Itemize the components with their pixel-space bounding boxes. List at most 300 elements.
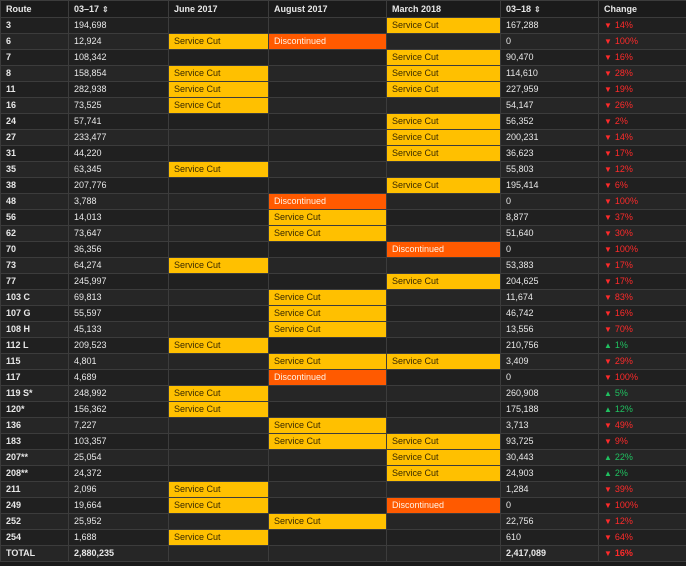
route-cell: 183 bbox=[1, 434, 69, 450]
ridership-03-17-cell: 2,096 bbox=[69, 482, 169, 498]
arrow-down-icon: ▼ bbox=[604, 325, 612, 334]
ridership-03-18-cell: 54,147 bbox=[501, 98, 599, 114]
change-value: 2% bbox=[614, 116, 628, 126]
ridership-03-18-cell: 55,803 bbox=[501, 162, 599, 178]
march-2018-cell: Service Cut bbox=[387, 130, 501, 146]
march-2018-cell bbox=[387, 386, 501, 402]
arrow-down-icon: ▼ bbox=[604, 101, 612, 110]
ridership-03-17-cell: 103,357 bbox=[69, 434, 169, 450]
change-value: 16% bbox=[614, 52, 633, 62]
table-row bbox=[1, 338, 686, 354]
sort-icon[interactable]: ⇕ bbox=[102, 4, 109, 14]
august-2017-cell: Service Cut bbox=[269, 418, 387, 434]
august-2017-cell: Service Cut bbox=[269, 226, 387, 242]
arrow-down-icon: ▼ bbox=[604, 293, 612, 302]
ridership-03-18-cell: 175,188 bbox=[501, 402, 599, 418]
table-row bbox=[1, 82, 686, 98]
route-cell: 48 bbox=[1, 194, 69, 210]
change-value: 16% bbox=[614, 308, 633, 318]
august-2017-cell: Discontinued bbox=[269, 370, 387, 386]
june-2017-cell bbox=[169, 466, 269, 482]
change-cell bbox=[599, 114, 686, 130]
august-2017-cell: Service Cut bbox=[269, 354, 387, 370]
change-cell bbox=[599, 530, 686, 546]
ridership-03-18-cell: 1,284 bbox=[501, 482, 599, 498]
august-2017-cell: Service Cut bbox=[269, 306, 387, 322]
change-value: 5% bbox=[614, 388, 628, 398]
march-2018-cell bbox=[387, 34, 501, 50]
route-cell: 8 bbox=[1, 66, 69, 82]
march-2018-cell bbox=[387, 322, 501, 338]
table-row bbox=[1, 146, 686, 162]
ridership-03-18-cell: 0 bbox=[501, 34, 599, 50]
ridership-03-18-cell: 22,756 bbox=[501, 514, 599, 530]
change-cell bbox=[599, 354, 686, 370]
ridership-03-17-cell: 282,938 bbox=[69, 82, 169, 98]
ridership-03-17-cell: 36,356 bbox=[69, 242, 169, 258]
ridership-03-17-cell: 73,647 bbox=[69, 226, 169, 242]
june-2017-cell: Service Cut bbox=[169, 34, 269, 50]
change-value: 12% bbox=[614, 164, 633, 174]
ridership-03-18-cell: 227,959 bbox=[501, 82, 599, 98]
ridership-03-18-cell: 195,414 bbox=[501, 178, 599, 194]
august-2017-cell bbox=[269, 130, 387, 146]
table-row bbox=[1, 242, 686, 258]
june-2017-cell bbox=[169, 210, 269, 226]
change-cell bbox=[599, 242, 686, 258]
table-row bbox=[1, 34, 686, 50]
arrow-down-icon: ▼ bbox=[604, 485, 612, 494]
june-2017-cell bbox=[169, 130, 269, 146]
table-row bbox=[1, 130, 686, 146]
change-value: 14% bbox=[614, 20, 633, 30]
august-2017-cell bbox=[269, 258, 387, 274]
august-2017-cell bbox=[269, 66, 387, 82]
change-cell bbox=[599, 338, 686, 354]
ridership-03-18-cell: 114,610 bbox=[501, 66, 599, 82]
change-cell bbox=[599, 274, 686, 290]
change-value: 70% bbox=[614, 324, 633, 334]
table-row bbox=[1, 258, 686, 274]
ridership-03-17-cell: 73,525 bbox=[69, 98, 169, 114]
table-row bbox=[1, 274, 686, 290]
june-2017-cell bbox=[169, 322, 269, 338]
total-03-18: 2,417,089 bbox=[501, 546, 599, 562]
change-value: 28% bbox=[614, 68, 633, 78]
table-row bbox=[1, 402, 686, 418]
arrow-down-icon: ▼ bbox=[604, 165, 612, 174]
change-value: 49% bbox=[614, 420, 633, 430]
change-value: 17% bbox=[614, 148, 633, 158]
ridership-03-18-cell: 8,877 bbox=[501, 210, 599, 226]
march-2018-cell bbox=[387, 370, 501, 386]
route-cell: 115 bbox=[1, 354, 69, 370]
march-2018-cell bbox=[387, 258, 501, 274]
arrow-down-icon: ▼ bbox=[604, 21, 612, 30]
march-2018-cell: Service Cut bbox=[387, 66, 501, 82]
change-value: 19% bbox=[614, 84, 633, 94]
august-2017-cell bbox=[269, 530, 387, 546]
ridership-03-17-cell: 207,776 bbox=[69, 178, 169, 194]
route-cell: 119 S* bbox=[1, 386, 69, 402]
route-cell: 252 bbox=[1, 514, 69, 530]
arrow-down-icon: ▼ bbox=[604, 229, 612, 238]
empty-cell bbox=[169, 546, 269, 562]
march-2018-cell bbox=[387, 210, 501, 226]
change-value: 100% bbox=[614, 196, 638, 206]
header-june-2017[interactable]: June 2017 bbox=[169, 1, 269, 18]
march-2018-cell bbox=[387, 338, 501, 354]
route-cell: 103 C bbox=[1, 290, 69, 306]
june-2017-cell: Service Cut bbox=[169, 66, 269, 82]
header-march-2018[interactable]: March 2018 bbox=[387, 1, 501, 18]
route-cell: 70 bbox=[1, 242, 69, 258]
route-cell: 62 bbox=[1, 226, 69, 242]
august-2017-cell bbox=[269, 402, 387, 418]
march-2018-cell: Discontinued bbox=[387, 498, 501, 514]
change-cell bbox=[599, 130, 686, 146]
arrow-down-icon: ▼ bbox=[604, 117, 612, 126]
august-2017-cell: Service Cut bbox=[269, 210, 387, 226]
change-value: 14% bbox=[614, 132, 633, 142]
arrow-down-icon: ▼ bbox=[604, 309, 612, 318]
change-cell bbox=[599, 322, 686, 338]
ridership-03-17-cell: 25,054 bbox=[69, 450, 169, 466]
empty-cell bbox=[269, 546, 387, 562]
ridership-03-17-cell: 248,992 bbox=[69, 386, 169, 402]
march-2018-cell bbox=[387, 162, 501, 178]
arrow-down-icon: ▼ bbox=[604, 421, 612, 430]
change-value: 17% bbox=[614, 276, 633, 286]
table-row bbox=[1, 450, 686, 466]
ridership-03-17-cell: 4,801 bbox=[69, 354, 169, 370]
june-2017-cell bbox=[169, 306, 269, 322]
arrow-down-icon: ▼ bbox=[604, 277, 612, 286]
august-2017-cell bbox=[269, 450, 387, 466]
august-2017-cell bbox=[269, 482, 387, 498]
march-2018-cell bbox=[387, 418, 501, 434]
route-cell: 24 bbox=[1, 114, 69, 130]
ridership-03-17-cell: 25,952 bbox=[69, 514, 169, 530]
arrow-down-icon: ▼ bbox=[604, 437, 612, 446]
arrow-down-icon: ▼ bbox=[604, 149, 612, 158]
change-value: 100% bbox=[614, 244, 638, 254]
change-cell bbox=[599, 514, 686, 530]
ridership-03-18-cell: 56,352 bbox=[501, 114, 599, 130]
june-2017-cell: Service Cut bbox=[169, 482, 269, 498]
june-2017-cell bbox=[169, 418, 269, 434]
june-2017-cell bbox=[169, 514, 269, 530]
change-cell bbox=[599, 466, 686, 482]
route-cell: 136 bbox=[1, 418, 69, 434]
change-cell bbox=[599, 402, 686, 418]
arrow-down-icon: ▼ bbox=[604, 549, 612, 558]
march-2018-cell bbox=[387, 482, 501, 498]
june-2017-cell bbox=[169, 226, 269, 242]
ridership-03-18-cell: 3,713 bbox=[501, 418, 599, 434]
change-cell bbox=[599, 194, 686, 210]
june-2017-cell bbox=[169, 18, 269, 34]
march-2018-cell bbox=[387, 226, 501, 242]
change-value: 83% bbox=[614, 292, 633, 302]
ridership-03-18-cell: 0 bbox=[501, 498, 599, 514]
march-2018-cell: Service Cut bbox=[387, 146, 501, 162]
route-cell: 11 bbox=[1, 82, 69, 98]
change-cell bbox=[599, 34, 686, 50]
ridership-03-17-cell: 69,813 bbox=[69, 290, 169, 306]
change-value: 37% bbox=[614, 212, 633, 222]
change-cell bbox=[599, 98, 686, 114]
arrow-down-icon: ▼ bbox=[604, 373, 612, 382]
august-2017-cell bbox=[269, 50, 387, 66]
august-2017-cell bbox=[269, 274, 387, 290]
ridership-03-18-cell: 90,470 bbox=[501, 50, 599, 66]
june-2017-cell: Service Cut bbox=[169, 386, 269, 402]
route-cell: 6 bbox=[1, 34, 69, 50]
june-2017-cell bbox=[169, 434, 269, 450]
change-cell bbox=[599, 386, 686, 402]
arrow-up-icon: ▲ bbox=[604, 405, 612, 414]
header-03-17[interactable]: 03–17 ⇕ bbox=[69, 1, 169, 18]
change-value: 26% bbox=[614, 100, 633, 110]
ridership-03-18-cell: 46,742 bbox=[501, 306, 599, 322]
ridership-03-17-cell: 24,372 bbox=[69, 466, 169, 482]
ridership-03-18-cell: 0 bbox=[501, 370, 599, 386]
change-cell bbox=[599, 546, 686, 562]
ridership-03-17-cell: 245,997 bbox=[69, 274, 169, 290]
change-value: 12% bbox=[614, 404, 633, 414]
ridership-03-17-cell: 14,013 bbox=[69, 210, 169, 226]
arrow-up-icon: ▲ bbox=[604, 469, 612, 478]
change-cell bbox=[599, 434, 686, 450]
march-2018-cell: Service Cut bbox=[387, 434, 501, 450]
route-cell: 35 bbox=[1, 162, 69, 178]
arrow-down-icon: ▼ bbox=[604, 261, 612, 270]
table-row bbox=[1, 370, 686, 386]
june-2017-cell bbox=[169, 354, 269, 370]
change-cell bbox=[599, 258, 686, 274]
route-cell: 77 bbox=[1, 274, 69, 290]
arrow-up-icon: ▲ bbox=[604, 453, 612, 462]
route-cell: 120* bbox=[1, 402, 69, 418]
arrow-down-icon: ▼ bbox=[604, 197, 612, 206]
june-2017-cell: Service Cut bbox=[169, 98, 269, 114]
route-cell: 211 bbox=[1, 482, 69, 498]
arrow-down-icon: ▼ bbox=[604, 533, 612, 542]
change-value: 12% bbox=[614, 516, 633, 526]
arrow-down-icon: ▼ bbox=[604, 501, 612, 510]
change-cell bbox=[599, 18, 686, 34]
ridership-03-17-cell: 7,227 bbox=[69, 418, 169, 434]
ridership-03-18-cell: 260,908 bbox=[501, 386, 599, 402]
route-cell: 112 L bbox=[1, 338, 69, 354]
route-cell: 207** bbox=[1, 450, 69, 466]
ridership-03-17-cell: 4,689 bbox=[69, 370, 169, 386]
june-2017-cell: Service Cut bbox=[169, 530, 269, 546]
august-2017-cell bbox=[269, 498, 387, 514]
ridership-03-17-cell: 57,741 bbox=[69, 114, 169, 130]
arrow-down-icon: ▼ bbox=[604, 37, 612, 46]
ridership-03-17-cell: 1,688 bbox=[69, 530, 169, 546]
header-route[interactable]: Route bbox=[1, 1, 69, 18]
march-2018-cell bbox=[387, 306, 501, 322]
august-2017-cell bbox=[269, 98, 387, 114]
ridership-03-17-cell: 156,362 bbox=[69, 402, 169, 418]
empty-cell bbox=[387, 546, 501, 562]
change-cell bbox=[599, 210, 686, 226]
route-cell: 38 bbox=[1, 178, 69, 194]
table-row bbox=[1, 434, 686, 450]
table-row bbox=[1, 322, 686, 338]
ridership-03-17-cell: 158,854 bbox=[69, 66, 169, 82]
change-cell bbox=[599, 146, 686, 162]
change-value: 64% bbox=[614, 532, 633, 542]
change-cell bbox=[599, 290, 686, 306]
change-value: 2% bbox=[614, 468, 628, 478]
august-2017-cell bbox=[269, 114, 387, 130]
table-row bbox=[1, 178, 686, 194]
change-cell bbox=[599, 178, 686, 194]
june-2017-cell bbox=[169, 274, 269, 290]
ridership-03-18-cell: 167,288 bbox=[501, 18, 599, 34]
august-2017-cell: Discontinued bbox=[269, 34, 387, 50]
change-value: 100% bbox=[614, 372, 638, 382]
route-cell: 208** bbox=[1, 466, 69, 482]
june-2017-cell: Service Cut bbox=[169, 338, 269, 354]
august-2017-cell bbox=[269, 386, 387, 402]
arrow-down-icon: ▼ bbox=[604, 85, 612, 94]
route-cell: 31 bbox=[1, 146, 69, 162]
total-row bbox=[1, 546, 686, 562]
table-header-row bbox=[1, 1, 686, 18]
table-row bbox=[1, 306, 686, 322]
march-2018-cell: Discontinued bbox=[387, 242, 501, 258]
ridership-03-18-cell: 610 bbox=[501, 530, 599, 546]
route-cell: 16 bbox=[1, 98, 69, 114]
ridership-03-18-cell: 210,756 bbox=[501, 338, 599, 354]
table-row bbox=[1, 162, 686, 178]
march-2018-cell: Service Cut bbox=[387, 178, 501, 194]
arrow-down-icon: ▼ bbox=[604, 69, 612, 78]
table-row bbox=[1, 66, 686, 82]
table-row bbox=[1, 498, 686, 514]
march-2018-cell bbox=[387, 98, 501, 114]
route-cell: 3 bbox=[1, 18, 69, 34]
august-2017-cell bbox=[269, 466, 387, 482]
march-2018-cell: Service Cut bbox=[387, 114, 501, 130]
header-change[interactable]: Change bbox=[599, 1, 686, 18]
header-03-18[interactable]: 03–18 ⇕ bbox=[501, 1, 599, 18]
march-2018-cell: Service Cut bbox=[387, 18, 501, 34]
ridership-03-17-cell: 3,788 bbox=[69, 194, 169, 210]
august-2017-cell bbox=[269, 146, 387, 162]
table-row bbox=[1, 514, 686, 530]
table-row bbox=[1, 482, 686, 498]
change-value: 39% bbox=[614, 484, 633, 494]
table-row bbox=[1, 290, 686, 306]
arrow-down-icon: ▼ bbox=[604, 517, 612, 526]
arrow-down-icon: ▼ bbox=[604, 133, 612, 142]
ridership-03-17-cell: 209,523 bbox=[69, 338, 169, 354]
change-cell bbox=[599, 418, 686, 434]
ridership-03-18-cell: 30,443 bbox=[501, 450, 599, 466]
ridership-03-17-cell: 12,924 bbox=[69, 34, 169, 50]
ridership-03-17-cell: 19,664 bbox=[69, 498, 169, 514]
ridership-03-18-cell: 204,625 bbox=[501, 274, 599, 290]
route-cell: 107 G bbox=[1, 306, 69, 322]
change-value: 17% bbox=[614, 260, 633, 270]
change-cell bbox=[599, 370, 686, 386]
march-2018-cell bbox=[387, 402, 501, 418]
total-03-17: 2,880,235 bbox=[69, 546, 169, 562]
march-2018-cell: Service Cut bbox=[387, 274, 501, 290]
route-cell: 27 bbox=[1, 130, 69, 146]
august-2017-cell bbox=[269, 82, 387, 98]
ridership-03-18-cell: 0 bbox=[501, 194, 599, 210]
march-2018-cell bbox=[387, 290, 501, 306]
table-row bbox=[1, 18, 686, 34]
march-2018-cell: Service Cut bbox=[387, 450, 501, 466]
august-2017-cell: Service Cut bbox=[269, 290, 387, 306]
route-cell: 108 H bbox=[1, 322, 69, 338]
june-2017-cell bbox=[169, 114, 269, 130]
sort-icon[interactable]: ⇕ bbox=[534, 4, 541, 14]
route-cell: 56 bbox=[1, 210, 69, 226]
table-row bbox=[1, 386, 686, 402]
arrow-down-icon: ▼ bbox=[604, 181, 612, 190]
ridership-03-18-cell: 13,556 bbox=[501, 322, 599, 338]
august-2017-cell: Service Cut bbox=[269, 434, 387, 450]
table-row bbox=[1, 98, 686, 114]
change-cell bbox=[599, 226, 686, 242]
march-2018-cell bbox=[387, 194, 501, 210]
route-cell: 254 bbox=[1, 530, 69, 546]
june-2017-cell bbox=[169, 290, 269, 306]
change-cell bbox=[599, 450, 686, 466]
march-2018-cell: Service Cut bbox=[387, 82, 501, 98]
table-row bbox=[1, 418, 686, 434]
august-2017-cell: Discontinued bbox=[269, 194, 387, 210]
june-2017-cell bbox=[169, 370, 269, 386]
ridership-03-17-cell: 108,342 bbox=[69, 50, 169, 66]
table-row bbox=[1, 530, 686, 546]
june-2017-cell: Service Cut bbox=[169, 258, 269, 274]
june-2017-cell: Service Cut bbox=[169, 82, 269, 98]
ridership-03-18-cell: 51,640 bbox=[501, 226, 599, 242]
header-august-2017[interactable]: August 2017 bbox=[269, 1, 387, 18]
change-cell bbox=[599, 482, 686, 498]
change-value: 22% bbox=[614, 452, 633, 462]
route-cell: 249 bbox=[1, 498, 69, 514]
route-cell: 73 bbox=[1, 258, 69, 274]
arrow-down-icon: ▼ bbox=[604, 357, 612, 366]
june-2017-cell: Service Cut bbox=[169, 402, 269, 418]
change-value: 100% bbox=[614, 500, 638, 510]
change-value: 6% bbox=[614, 180, 628, 190]
table-row bbox=[1, 114, 686, 130]
ridership-03-18-cell: 93,725 bbox=[501, 434, 599, 450]
change-value: 9% bbox=[614, 436, 628, 446]
table-row bbox=[1, 354, 686, 370]
march-2018-cell: Service Cut bbox=[387, 466, 501, 482]
june-2017-cell bbox=[169, 194, 269, 210]
august-2017-cell: Service Cut bbox=[269, 514, 387, 530]
table-row bbox=[1, 194, 686, 210]
june-2017-cell bbox=[169, 242, 269, 258]
june-2017-cell: Service Cut bbox=[169, 498, 269, 514]
august-2017-cell bbox=[269, 178, 387, 194]
june-2017-cell bbox=[169, 178, 269, 194]
